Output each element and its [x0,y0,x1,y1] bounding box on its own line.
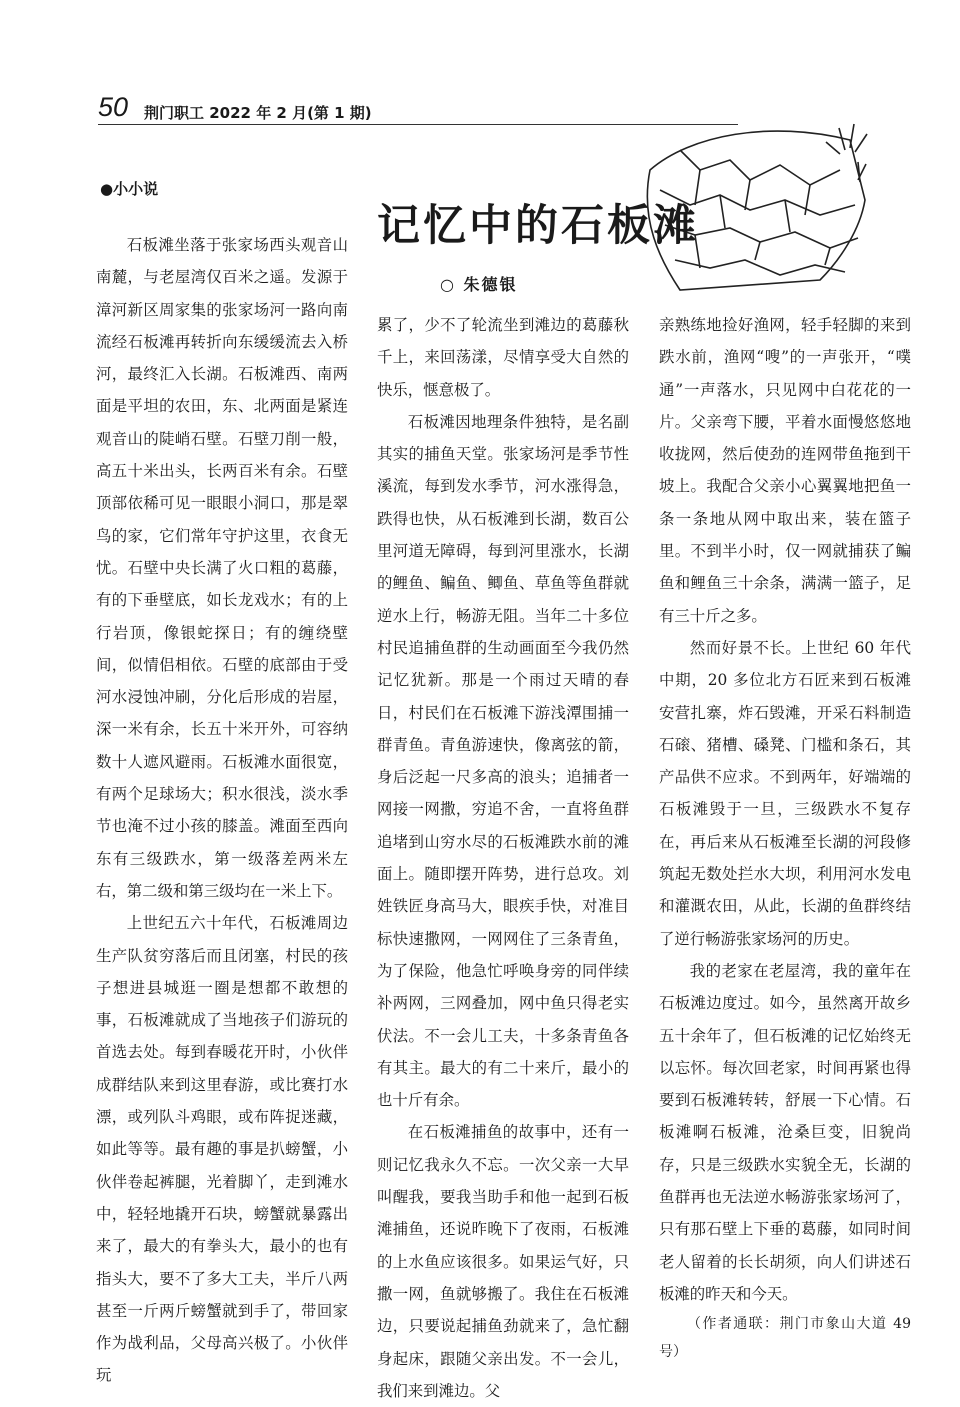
text-column-2 [377,309,629,1407]
text-column-3 [659,309,911,1366]
paragraph: 石板滩坐落于张家场西头观音山南麓，与老屋湾仅百米之遥。发源于漳河新区周家集的张家场河一路向南流经石板滩再转折向东缓缓流去入桥河，最终汇入长湖。石板滩西、南两面是平坦的农田，东、北两面是紧连观音山的陡峭石壁。石壁刀削一般，高五十米出头，长两百米有余。石壁顶部依稀可见一眼眼小洞口，那是翠鸟的家，它们常年守护这里，衣食无忧。石壁中央长满了火口粗的葛藤，有的下垂壁底，如长龙戏水；有的上行岩顶，像银蛇探日；有的缠绕壁间，似情侣相依。石壁的底部由于受河水浸蚀冲刷，分化后形成的岩屋，深一米有余，长五十米开外，可容纳数十人遮风避雨。石板滩水面很宽，有两个足球场大；积水很浅，淡水季节也淹不过小孩的膝盖。滩面至西向东有三级跌水，第一级落差两米左右，第二级和第三级均在一米上下。 [96,236,348,900]
paragraph: 我的老家在老屋湾，我的童年在石板滩边度过。如今，虽然离开故乡五十余年了，但石板滩的记忆始终无以忘怀。每次回老家，时间再紧也得要到石板滩转转，舒展一下心情。石板滩啊石板滩，沧桑巨变，旧貌尚存，只是三级跌水实貌全无，长湖的鱼群再也无法逆水畅游张家场河了，只有那石壁上下垂的葛藤，如同时间老人留着的长长胡须，向人们讲述石板滩的昨天和今天。 [659,961,911,1303]
paragraph: 在石板滩捕鱼的故事中，还有一则记忆我永久不忘。一次父亲一大早叫醒我，要我当助手和他一起到石板滩捕鱼，还说昨晚下了夜雨，石板滩的上水鱼应该很多。如果运气好，只撒一网，鱼就够搬了。我住在石板滩边，只要说起捕鱼劲就来了，急忙翻身起床，跟随父亲出发。不一会儿，我们来到滩边。父 [377,1123,629,1400]
journal-issue: 荆门职工 2022 年 2 月(第 1 期) [144,104,372,122]
paragraph: 石板滩因地理条件独特，是名副其实的捕鱼天堂。张家场河是季节性溪流，每到发水季节，河水涨得急，跌得也快，从石板滩到长湖，数百公里河道无障碍，每到河里涨水，长湖的鲤鱼、鳊鱼、鲫鱼、草鱼等鱼群就逆水上行，畅游无阻。当年二十多位村民追捕鱼群的生动画面至今我仍然记忆犹新。那是一个雨过天晴的春日，村民们在石板滩下游浅潭围捕一群青鱼。青鱼游速快，像离弦的箭，身后泛起一尺多高的浪头；追捕者一网接一网撒，穷追不舍，一直将鱼群追堵到山穷水尽的石板滩跌水前的滩面上。随即摆开阵势，进行总攻。刘姓铁匠身高马大，眼疾手快，对准目标快速撒网，一网网住了三条青鱼，为了保险，他急忙呼唤身旁的同伴续补两网，三网叠加，网中鱼只得老实伏法。不一会儿工夫，十多条青鱼各有其主。最大的有二十来斤，最小的也十斤有余。 [377,412,629,1110]
paragraph: 亲熟练地捡好渔网，轻手轻脚的来到跌水前，渔网“嗖”的一声张开，“噗通”一声落水，只见网中白花花的一片。父亲弯下腰，平着水面慢悠悠地收拢网，然后使劲的连网带鱼拖到干坡上。我配合父亲小心翼翼地把鱼一条一条地从网中取出来，装在篮子里。不到半小时，仅一网就捕获了鳊鱼和鲤鱼三十余条，满满一篮子，足有三十斤之多。 [659,316,911,625]
article-title: 记忆中的石板滩 [377,201,699,251]
paragraph: 上世纪五六十年代，石板滩周边生产队贫穷落后而且闭塞，村民的孩子想进县城逛一圈是想都不敢想的事，石板滩就成了当地孩子们游玩的首选去处。每到春暖花开时，小伙伴成群结队来到这里春游，或比赛打水漂，或列队斗鸡眼，或布阵捉迷藏，如此等等。最有趣的事是扒螃蟹，小伙伴卷起裤腿，光着脚丫，走到滩水中，轻轻地撬开石块，螃蟹就暴露出来了，最大的有拳头大，最小的也有指头大，要不了多大工夫，半斤八两甚至一斤两斤螃蟹就到手了，带回家作为战利品，父母高兴极了。小伙伴玩 [96,914,348,1385]
article-author: ○ 朱德银 [440,275,518,294]
page-number: 50 [98,92,129,122]
paragraph: 累了，少不了轮流坐到滩边的葛藤秋千上，来回荡漾，尽情享受大自然的快乐，惬意极了。 [377,316,629,399]
paragraph: 然而好景不长。上世纪 60 年代中期，20 多位北方石匠来到石板滩安营扎寨，炸石毁滩，开采石料制造石磙、猪槽、磉凳、门槛和条石，其产品供不应求。不到两年，好端端的石板滩毁于一旦，三级跌水不复存在，再后来从石板滩至长湖的河段修筑起无数处拦水大坝，利用河水发电和灌溉农田，从此，长湖的鱼群终结了逆行畅游张家场河的历史。 [659,638,911,948]
text-column-1 [96,229,348,1392]
section-label: ●小小说 [100,180,159,198]
author-contact: （作者通联：荆门市象山大道 49 号） [659,1316,911,1361]
